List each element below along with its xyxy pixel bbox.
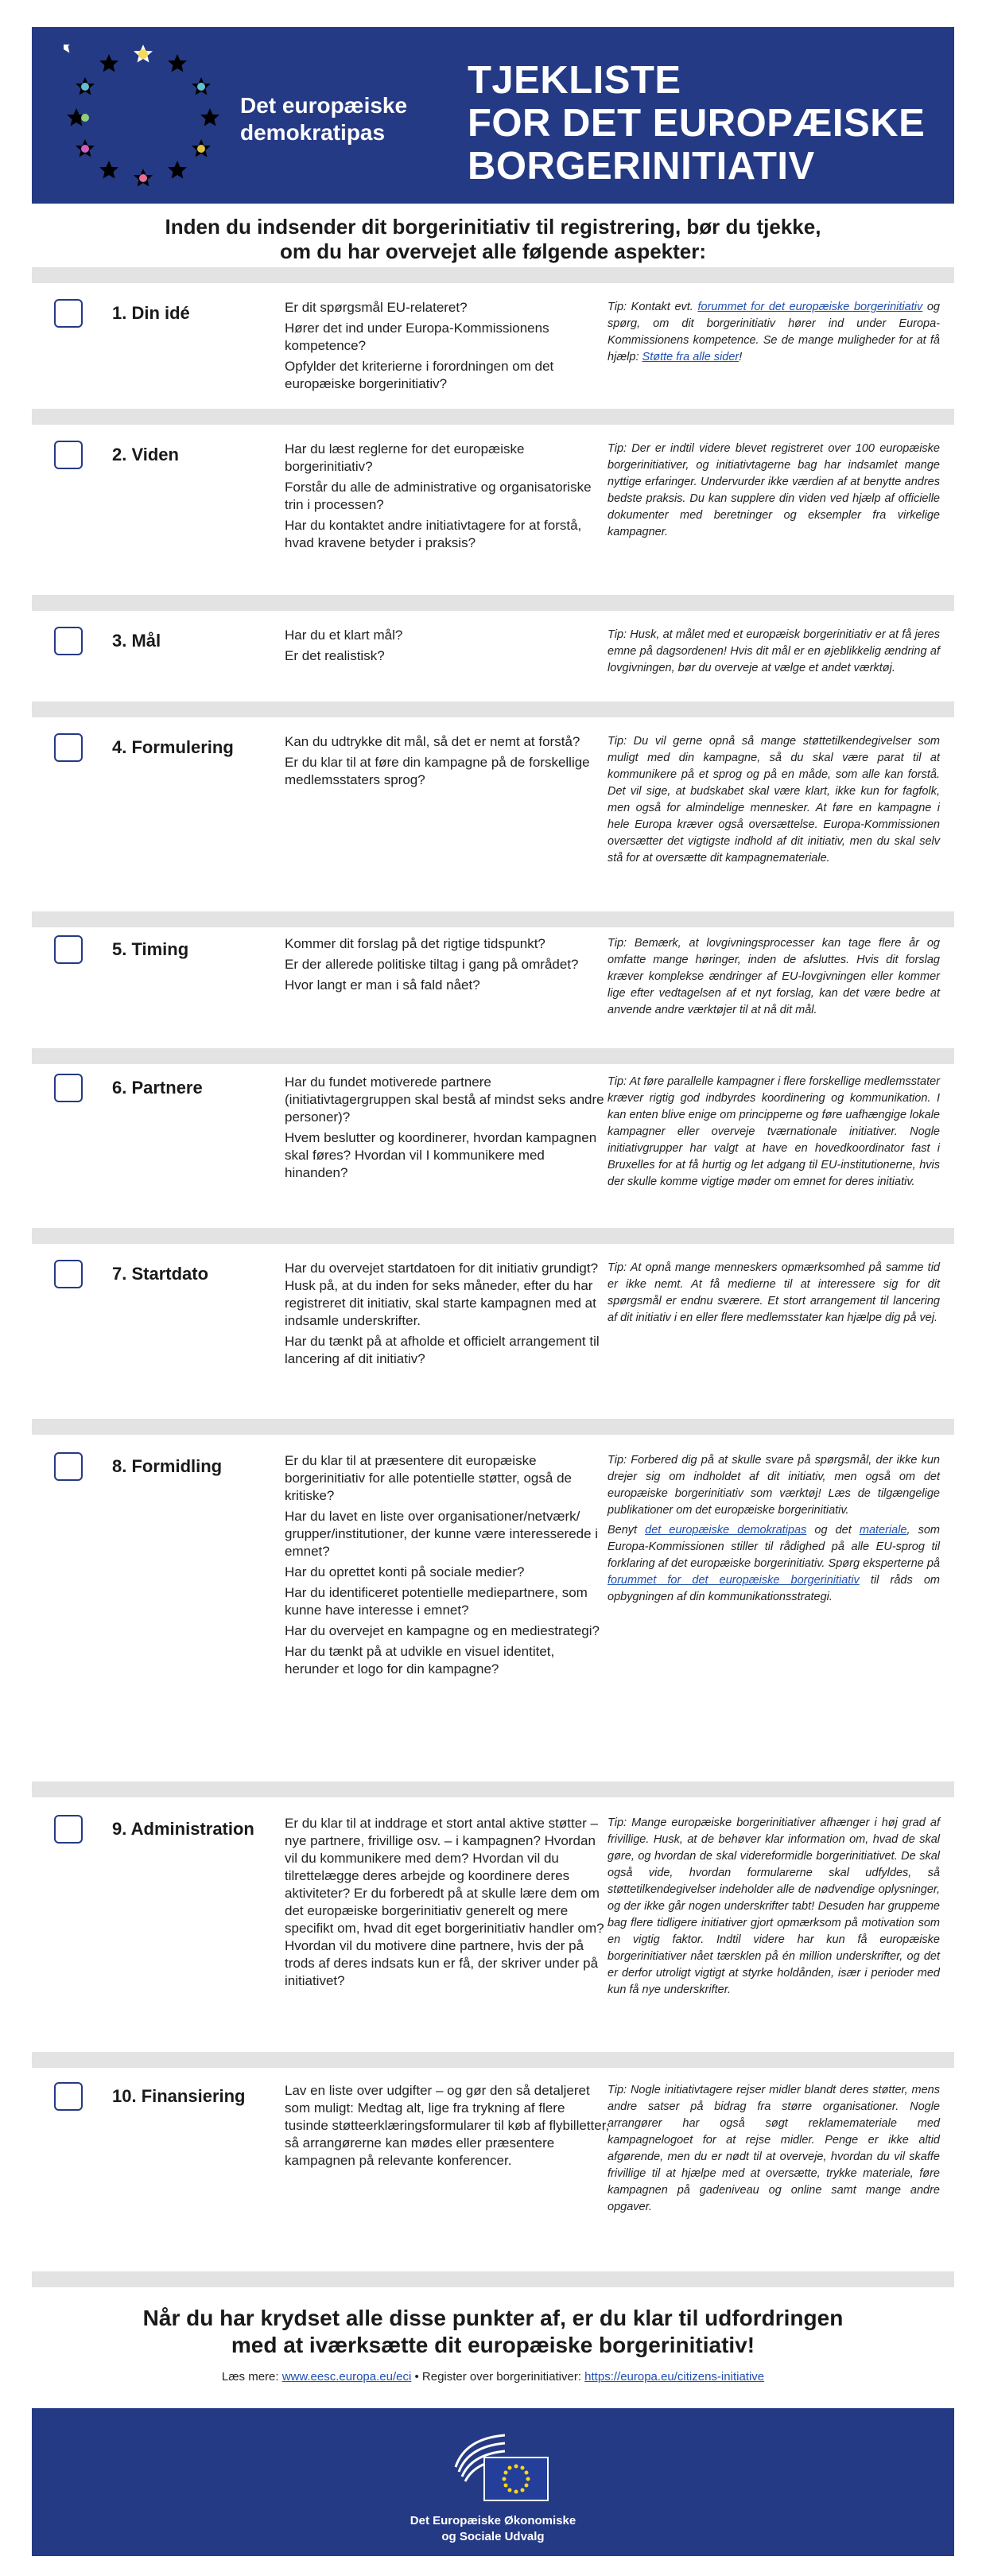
separator-bar xyxy=(32,911,954,927)
closing-line: med at iværksætte dit europæiske borgerinitiativ! xyxy=(231,2333,755,2357)
question: Er du klar til at præsentere dit europæiske borgerinitiativ for alle potentielle støtter, også de kritiske? xyxy=(285,1453,572,1503)
footer-line: Det Europæiske Økonomiske xyxy=(410,2514,576,2527)
item-label: 8. Formidling xyxy=(112,1456,223,1476)
separator-bar xyxy=(32,267,954,283)
question: Har du tænkt på at afholde et officielt arrangement til lancering af dit initiativ? xyxy=(285,1334,600,1366)
separator-bar xyxy=(32,2271,954,2287)
question: Har du identificeret potentielle mediepartnere, som kunne have interesse i emnet? xyxy=(285,1585,588,1618)
question: Er det realistisk? xyxy=(285,648,385,663)
item-questions xyxy=(285,2082,611,2173)
intro-line: Inden du indsender dit borgerinitiativ til registrering, bør du tjekke, xyxy=(165,215,821,239)
question: Har du lavet en liste over organisationer/netværk/ grupper/institutioner, der kunne være interesserede i emnet? xyxy=(285,1509,599,1559)
item-label: 7. Startdato xyxy=(112,1264,209,1284)
question: Hvor langt er man i så fald nået? xyxy=(285,977,480,993)
tip-text: Tip: Der er indtil videre blevet registreret over 100 europæiske borgerinitiativer, og initiativtagerne bag har indsamlet mange nyttige erfaringer. Undervurder ikke værdien af at benytte andres bedste praksis. Du kan supplere din viden ved hjælp af officielle dokumenter med beretninger og eksempler fra virkelige kampagner. xyxy=(608,442,940,538)
question: Har du oprettet konti på sociale medier? xyxy=(285,1564,525,1579)
item-tip xyxy=(608,1260,940,1330)
question: Opfylder det kriterierne i forordningen om det europæiske borgerinitiativ? xyxy=(285,359,554,391)
item-tip xyxy=(608,1074,940,1194)
question: Har du læst reglerne for det europæiske borgerinitiativ? xyxy=(285,441,525,474)
question: Har du tænkt på at udvikle en visuel identitet, herunder et logo for din kampagne? xyxy=(285,1644,555,1677)
tip-text: Tip: At føre parallelle kampagner i flere forskellige medlemsstater kræver rigtig god indbyrdes koordinering og kommunikation. I kan enten blive enige om principperne og føre uafhængige lokale kampagner eller overveje tværnationale initiativer. Nogle initiativgrupper har valgt at have en hovedkoordinator fast i Bruxelles for at få hurtig og let adgang til EU-institutionerne, hvis der skulle komme vigtige møder om emnet for deres initiativ. xyxy=(608,1075,940,1188)
tip-text: Tip: Nogle initiativtagere rejser midler blandt deres støtter, mens andre satser på bidrag fra større organisationer. Nogle arrangører har også søgt reklamemateriale med kampagnelogoet for at rejse midler. Penge er ikke altid afgørende, men du er nødt til at overveje, hvordan du vil skaffe frivillige til at hjælpe med at oversætte, trykke materiale, føre kampagnen på gadeniveau og online samt mange andre opgaver. xyxy=(608,2084,940,2213)
question: Er du klar til at inddrage et stort antal aktive støtter – nye partnere, frivillige osv. – i kampagnen? Hvordan vil du kommunikere med dem? Hvordan vil du tilrettelægge deres arbejde og koordinere deres aktiviteter? Er du forberedt på at skulle lære dem om det europæiske borgerinitiativ generelt og mere specifikt om, hvad dit eget borgerinitiativ handler om? Hvordan vil du motivere dine partnere, hvis der på trods af deres indsats kun er få, der skriver under på initiativet? xyxy=(285,1816,604,1988)
separator-dot: • xyxy=(411,2370,422,2384)
question: Har du kontaktet andre initiativtagere for at forstå, hvad kravene betyder i praksis? xyxy=(285,518,582,550)
separator-bar xyxy=(32,409,954,425)
star-circle-icon xyxy=(64,45,223,186)
page-title xyxy=(468,59,945,188)
item-checkbox[interactable] xyxy=(54,627,83,655)
item-questions xyxy=(285,1815,611,1993)
question: Er du klar til at føre din kampagne på de forskellige medlemsstaters sprog? xyxy=(285,755,590,787)
item-questions xyxy=(285,627,611,668)
tip-text: til råds om opbygningen af din kommunikationsstrategi. xyxy=(608,1574,940,1603)
item-questions xyxy=(285,441,611,555)
material-link[interactable]: materiale xyxy=(859,1524,907,1537)
separator-bar xyxy=(32,701,954,717)
democracy-pass-link[interactable]: det europæiske demokratipas xyxy=(645,1524,807,1537)
item-label: 1. Din idé xyxy=(112,303,190,323)
title-line: BORGERINITIATIV xyxy=(468,145,815,188)
separator-bar xyxy=(32,1419,954,1435)
tip-text: og spørg, om dit borgerinitiativ hører ind under Europa-Kommissionens kompetence. Se de mange muligheder for at få hjælp: xyxy=(608,301,940,363)
eesc-name xyxy=(32,2513,954,2545)
title-line: FOR DET EUROPÆISKE xyxy=(468,102,926,145)
read-more-label: Læs mere: xyxy=(221,2370,282,2384)
tip-text: Tip: Bemærk, at lovgivningsprocesser kan tage flere år og omfatte mange høringer, inden de afsluttes. Hvis dit forslag kræver komplekse ændringer af EU-lovgivningen eller kommer lige efter vedtagelsen af et nyt forslag, kan det være bedre at anvende andre værktøjer til at nå dit mål. xyxy=(608,937,940,1016)
separator-bar xyxy=(32,2052,954,2068)
question: Lav en liste over udgifter – og gør den så detaljeret som muligt: Medtag alt, lige fra trykning af flere tusinde støtteerklæringsformularer til køb af flybilletter, så arrangørerne kan mødes eller præsentere kampagnen på relevante konferencer. xyxy=(285,2083,610,2168)
title-line: TJEKLISTE xyxy=(468,59,681,102)
tip-text: , som Europa-Kommissionen stiller til rådighed på alle EU-sprog til forklaring af det europæiske borgerinitiativ. Spørg eksperterne på xyxy=(608,1524,941,1570)
item-checkbox[interactable] xyxy=(54,733,83,762)
question: Forstår du alle de administrative og organisatoriske trin i processen? xyxy=(285,480,592,512)
item-tip xyxy=(608,935,940,1022)
question: Hører det ind under Europa-Kommissionens kompetence? xyxy=(285,321,549,353)
item-questions xyxy=(285,299,611,396)
tip-text: Benyt xyxy=(608,1524,646,1537)
item-checkbox[interactable] xyxy=(54,299,83,328)
read-more xyxy=(32,2370,954,2384)
question: Er der allerede politiske tiltag i gang på området? xyxy=(285,957,579,972)
item-questions xyxy=(285,935,611,997)
item-label: 10. Finansiering xyxy=(112,2086,246,2106)
democracy-pass-label: Det europæiske demokratipas xyxy=(240,93,408,145)
item-tip xyxy=(608,1815,940,2002)
separator-bar xyxy=(32,1228,954,1244)
item-label: 2. Viden xyxy=(112,445,179,464)
citizens-initiative-link[interactable]: https://europa.eu/citizens-initiative xyxy=(584,2370,765,2384)
separator-bar xyxy=(32,1781,954,1797)
eesc-logo-icon xyxy=(449,2427,553,2504)
question: Kan du udtrykke dit mål, så det er nemt at forstå? xyxy=(285,734,580,749)
item-checkbox[interactable] xyxy=(54,1452,83,1481)
item-checkbox[interactable] xyxy=(54,1815,83,1844)
tip-text: Tip: Du vil gerne opnå så mange støttetilkendegivelser som muligt med din kampagne, så du skal være parat til at kommunikere på et sprog og på en måde, som alle kan forstå. Det vil sige, at budskabet skal være klart, ikke kun for fagfolk, men også for almindelige mennesker. At føre en kampagne i hele Europa kræver også oversættelse. Europa-Kommissionen oversætter det vigtigste indhold af dit initiativ, men du skal selv stå for at oversætte dit kampagnemateriale. xyxy=(608,735,940,864)
item-checkbox[interactable] xyxy=(54,1260,83,1288)
question: Kommer dit forslag på det rigtige tidspunkt? xyxy=(285,936,545,951)
item-tip xyxy=(608,441,940,544)
item-tip xyxy=(608,1452,940,1609)
question: Har du overvejet en kampagne og en mediestrategi? xyxy=(285,1623,600,1638)
item-label: 3. Mål xyxy=(112,631,161,651)
item-tip xyxy=(608,733,940,870)
question: Har du et klart mål? xyxy=(285,627,403,643)
item-tip xyxy=(608,299,940,369)
tip-text: ! xyxy=(739,351,743,363)
item-checkbox[interactable] xyxy=(54,2082,83,2111)
register-label: Register over borgerinitiativer: xyxy=(421,2370,585,2384)
question: Har du overvejet startdatoen for dit initiativ grundigt? Husk på, at du inden for seks måneder, efter du har registreret dit initiativ, skal starte kampagnen med at indsamle underskrifter. xyxy=(285,1261,599,1328)
item-checkbox[interactable] xyxy=(54,441,83,469)
forum-link[interactable]: forummet for det europæiske borgerinitiativ xyxy=(697,301,923,313)
item-label: 4. Formulering xyxy=(112,737,234,757)
tip-text: Tip: Kontakt evt. xyxy=(608,301,698,313)
question: Er dit spørgsmål EU-relateret? xyxy=(285,300,468,315)
header-banner xyxy=(32,27,954,204)
item-label: 5. Timing xyxy=(112,939,189,959)
question: Har du fundet motiverede partnere (initiativtagergruppen skal bestå af mindst seks andre personer)? xyxy=(285,1074,604,1125)
tip-text: Tip: Forbered dig på at skulle svare på spørgsmål, der ikke kun drejer sig om indholdet af dit initiativ, men også om det europæiske borgerinitiativ som værktøj! Læs de tilgængelige publikationer om det europæiske borgerinitiativ. xyxy=(608,1454,940,1517)
item-label: 9. Administration xyxy=(112,1819,254,1839)
footer-banner xyxy=(32,2408,954,2556)
intro-text xyxy=(64,215,922,264)
eesc-link[interactable]: www.eesc.europa.eu/eci xyxy=(281,2370,412,2384)
item-questions xyxy=(285,733,611,792)
separator-bar xyxy=(32,595,954,611)
forum-link[interactable]: forummet for det europæiske borgerinitiativ xyxy=(608,1574,860,1587)
item-questions xyxy=(285,1260,611,1371)
tip-text: og det xyxy=(806,1524,860,1537)
footer-line: og Sociale Udvalg xyxy=(441,2530,545,2543)
item-tip xyxy=(608,627,940,680)
tip-text: Tip: Mange europæiske borgerinitiativer afhænger i høj grad af frivillige. Husk, at de behøver klar information om, hvad de skal gøre, og hvordan de skal videreformidle borgerinitiativet. De skal også vide, hvordan formularerne skal udfyldes, så støttetilkendegivelser indeholder alle de nødvendige oplysninger, og der ikke går nogen underskrifter tabt! Desuden har gruppeme bag flere tidligere initiativer gjort opmærksom på motivation som en vigtig faktor. Indtil videre har kun få europæiske borgerinitiativer nået tærsklen på én million underskrifter, og det er derfor utroligt vigtigt at styrke holdånden, især i perioder med kun få nye underskrifter. xyxy=(608,1816,940,1996)
item-checkbox[interactable] xyxy=(54,1074,83,1102)
question: Hvem beslutter og koordinerer, hvordan kampagnen skal føres? Hvordan vil I kommunikere med hinanden? xyxy=(285,1130,597,1180)
tip-text: Tip: At opnå mange menneskers opmærksomhed på samme tid er ikke nemt. At få medierne til at interessere sig for dit spørgsmål er endnu sværere. Et stort arrangement til lancering af dit initiativ i en eller flere medlemsstater kan hjælpe dig på vej. xyxy=(608,1261,940,1324)
item-tip xyxy=(608,2082,940,2219)
support-link[interactable]: Støtte fra alle sider xyxy=(642,351,740,363)
item-questions xyxy=(285,1074,611,1185)
separator-bar xyxy=(32,1048,954,1064)
item-label: 6. Partnere xyxy=(112,1078,203,1098)
closing-text xyxy=(32,2305,954,2359)
item-checkbox[interactable] xyxy=(54,935,83,964)
intro-line: om du har overvejet alle følgende aspekter: xyxy=(279,239,707,263)
closing-line: Når du har krydset alle disse punkter af, er du klar til udfordringen xyxy=(142,2306,844,2330)
tip-text: Tip: Husk, at målet med et europæisk borgerinitiativ er at få jeres emne på dagsordenen! Hvis dit mål er en øjeblikkelig ændring af lovgivningen, bør du overveje at vælge et andet værktøj. xyxy=(608,628,940,674)
item-questions xyxy=(285,1452,611,1681)
